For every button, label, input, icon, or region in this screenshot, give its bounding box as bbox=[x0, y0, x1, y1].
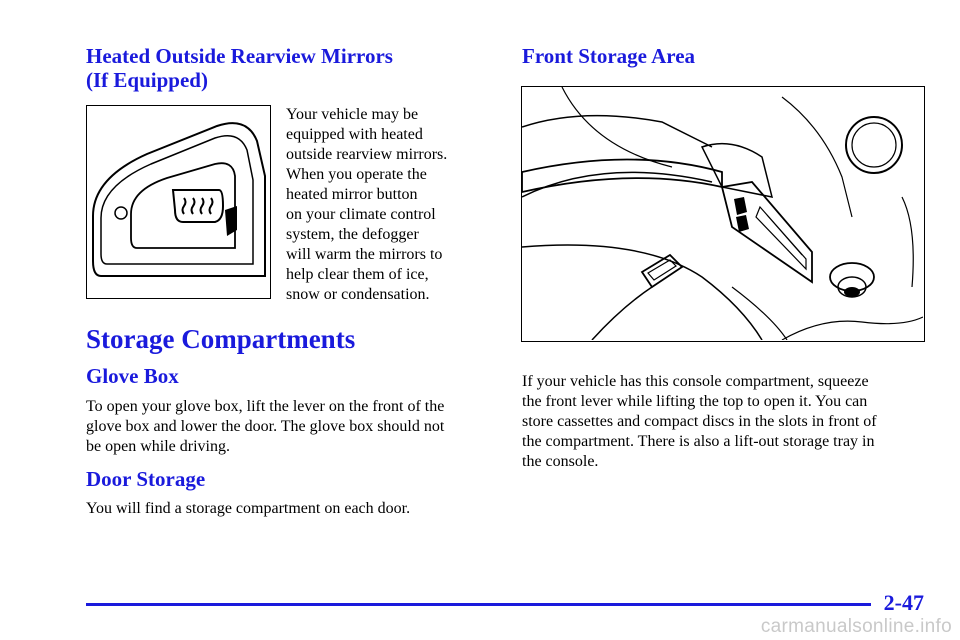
mirror-description: Your vehicle may be equipped with heated outside rearview mirrors. When you operate the heated mirror button on your climate control system, the defogger will warm the mirrors to help clear them of ice, snow or condensation. bbox=[286, 106, 448, 303]
mirror-defog-button-icon bbox=[87, 106, 269, 297]
front-storage-text: If your vehicle has this console compartment, squeeze the front lever while lifting the top to open it. You can store cassettes and compact discs in the slots in front of the compartment. There is also a lift-out storage tray in the console. bbox=[522, 373, 877, 470]
console-storage-icon bbox=[522, 87, 923, 340]
mirror-heading bbox=[86, 44, 393, 92]
console-storage-figure bbox=[521, 86, 925, 342]
glove-box-text: To open your glove box, lift the lever on the front of the glove box and lower the door. The glove box should not be open while driving. bbox=[86, 398, 445, 455]
mirror-heading-line-2: (If Equipped) bbox=[86, 68, 208, 92]
door-storage-text: You will find a storage compartment on each door. bbox=[86, 500, 411, 517]
storage-compartments-heading: Storage Compartments bbox=[86, 324, 356, 354]
door-storage-heading: Door Storage bbox=[86, 467, 206, 491]
page-number: 2-47 bbox=[883, 590, 924, 615]
mirror-defog-figure bbox=[86, 105, 271, 299]
footer-rule bbox=[86, 603, 871, 606]
glove-box-heading: Glove Box bbox=[86, 364, 179, 388]
mirror-heading-line-1: Heated Outside Rearview Mirrors bbox=[86, 44, 393, 68]
watermark: carmanualsonline.info bbox=[760, 616, 952, 637]
front-storage-heading: Front Storage Area bbox=[522, 44, 696, 68]
